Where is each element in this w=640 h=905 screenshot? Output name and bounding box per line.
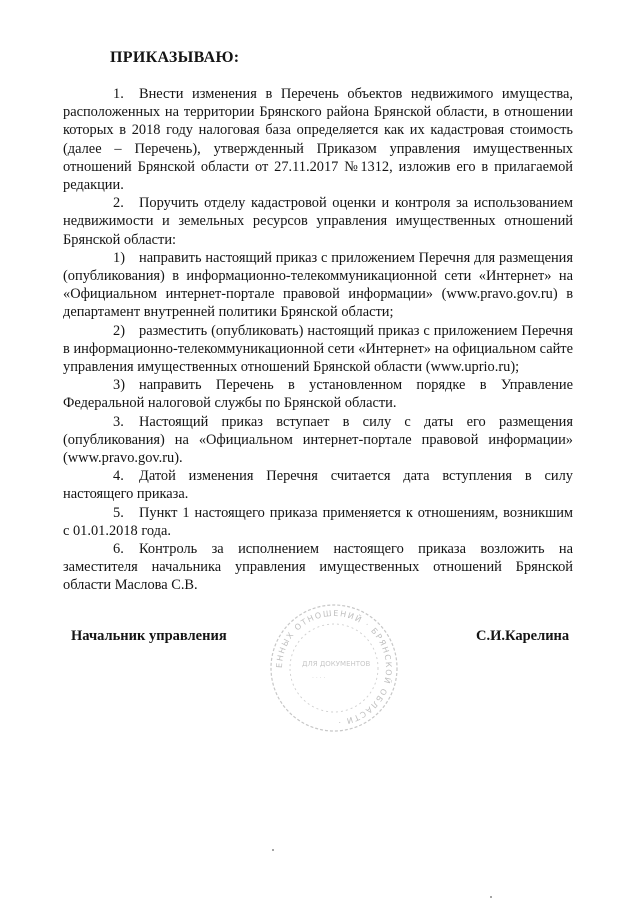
order-item xyxy=(63,322,573,377)
item-text: Контроль за исполнением настоящего приказа возложить на заместителя начальника управления имущественных отношений Брянской области Маслова С.В. xyxy=(63,541,573,594)
order-heading: ПРИКАЗЫВАЮ: xyxy=(110,49,240,66)
svg-text:ЕННЫХ ОТНОШЕНИЙ · БРЯНСКОЙ ОБЛ: ЕННЫХ ОТНОШЕНИЙ · БРЯНСКОЙ ОБЛАСТИ · xyxy=(274,608,394,727)
order-item xyxy=(63,249,573,322)
order-item xyxy=(63,504,573,540)
item-number: 3. xyxy=(113,413,124,430)
svg-text:ДЛЯ ДОКУМЕНТОВ: ДЛЯ ДОКУМЕНТОВ xyxy=(302,660,371,668)
order-body xyxy=(63,85,573,595)
item-number: 2. xyxy=(113,195,124,212)
item-number: 5. xyxy=(113,504,124,521)
scan-speck xyxy=(272,849,274,851)
order-item xyxy=(63,85,573,194)
item-text: Настоящий приказ вступает в силу с даты его размещения (опубликования) на «Официальном интернет-портале правовой информации» (www.pravo.gov.ru). xyxy=(63,413,573,467)
item-text: Поручить отделу кадастровой оценки и контроля за использованием недвижимости и земельных ресурсов управления имущественных отношений Брянской области: xyxy=(63,195,573,248)
item-text: Пункт 1 настоящего приказа применяется к отношениям, возникшим с 01.01.2018 года. xyxy=(63,504,573,539)
signer-name: С.И.Карелина xyxy=(476,628,570,644)
item-number: 2) xyxy=(113,322,125,339)
signer-title: Начальник управления xyxy=(71,628,227,644)
item-number: 3) xyxy=(113,377,125,394)
item-number: 4. xyxy=(113,468,124,485)
item-text: разместить (опубликовать) настоящий приказ с приложением Перечня в информационно-телекоммуникационной сети «Интернет» на официальном сайте управления имущественных отношений Брянской области (www.uprio.ru); xyxy=(63,322,573,376)
item-text: направить настоящий приказ с приложением Перечня для размещения (опубликования) в информационно-телекоммуникационной сети «Интернет» на «Официальном интернет-портале правовой информации» (www.pravo.gov.ru) в департамент внутренней политики Брянской области; xyxy=(63,249,573,321)
official-stamp xyxy=(266,600,402,736)
order-item xyxy=(63,413,573,468)
svg-text:· · · ·: · · · · xyxy=(312,675,326,682)
order-item xyxy=(63,376,573,412)
item-text: Внести изменения в Перечень объектов недвижимого имущества, расположенных на территории Брянского района Брянской области, в отношении которых в 2018 году налоговая база определяется как их кадастровая стоимость (далее – Перечень), утвержденный Приказом управления имущественных отношений Брянской области от 27.11.2017 №1312, изложив его в прилагаемой редакции. xyxy=(63,86,573,194)
item-text: направить Перечень в установленном порядке в Управление Федеральной налоговой службы по Брянской области. xyxy=(63,377,573,412)
order-item xyxy=(63,467,573,503)
scan-speck xyxy=(490,896,492,898)
item-number: 1) xyxy=(113,249,125,266)
item-number: 1. xyxy=(113,86,124,102)
item-text: Датой изменения Перечня считается дата вступления в силу настоящего приказа. xyxy=(63,468,573,503)
order-item xyxy=(63,540,573,595)
item-number: 6. xyxy=(113,541,124,558)
order-item xyxy=(63,194,573,249)
